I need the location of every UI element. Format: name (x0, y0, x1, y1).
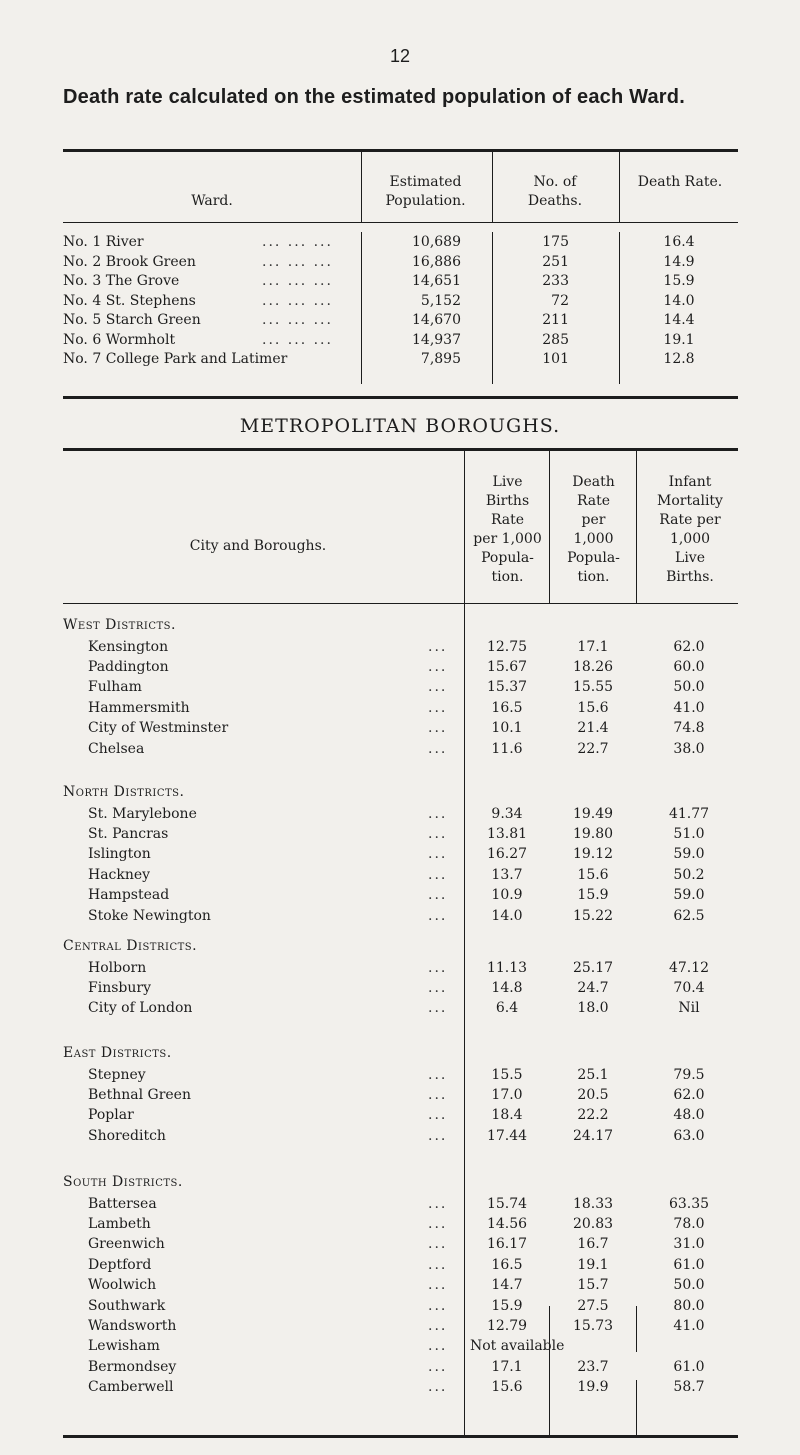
leader-dots: ... (428, 1000, 448, 1017)
death-rate: 19.80 (572, 825, 614, 842)
district-group-title: South Districts. (63, 1174, 183, 1190)
leader-dots: ... ... ... (262, 273, 333, 289)
borough-name: Holborn (88, 959, 147, 976)
infant-mortality-rate: 47.12 (668, 959, 710, 976)
ward-table-bottom-rule (63, 396, 738, 399)
infant-mortality-rate: 41.0 (673, 699, 705, 716)
live-births-rate: 10.9 (491, 887, 523, 904)
leader-dots: ... (428, 866, 448, 883)
leader-dots: ... (428, 1297, 448, 1314)
live-births-rate: 16.5 (491, 699, 523, 716)
live-births-rate: 11.6 (491, 740, 523, 757)
death-rate: 21.4 (577, 720, 609, 737)
ward-header-ward: Ward. (191, 193, 233, 209)
ward-name: No. 5 Starch Green (63, 312, 201, 328)
borough-name: Battersea (88, 1195, 157, 1212)
death-rate: 20.83 (572, 1215, 614, 1232)
borough-name: Kensington (88, 638, 169, 655)
infant-mortality-rate: 41.0 (673, 1317, 705, 1334)
header-line: Live (492, 474, 523, 490)
header-line: per 1,000 (473, 531, 542, 547)
header-line: Mortality (657, 493, 723, 509)
live-births-rate: 14.8 (491, 979, 523, 996)
death-rate: 15.9 (577, 887, 609, 904)
leader-dots: ... (428, 699, 448, 716)
borough-name: Paddington (88, 658, 169, 675)
death-rate: 15.55 (572, 679, 614, 696)
infant-mortality-rate: 48.0 (673, 1107, 705, 1124)
death-rate: 24.7 (577, 979, 609, 996)
death-rate: 19.9 (577, 1379, 609, 1396)
leader-dots: ... (428, 679, 448, 696)
borough-name: Shoreditch (88, 1127, 166, 1144)
live-births-rate: 15.5 (491, 1066, 523, 1083)
ward-rate: 16.4 (663, 234, 695, 250)
ward-name: No. 2 Brook Green (63, 253, 196, 270)
infant-mortality-rate: 50.2 (673, 866, 705, 883)
boroughs-table-bottom-rule (63, 1435, 738, 1438)
district-group-title: North Districts. (63, 784, 185, 800)
district-group-title: Central Districts. (63, 938, 198, 954)
live-births-rate: 14.0 (491, 907, 523, 924)
leader-dots: ... (428, 907, 448, 924)
live-births-rate: 16.27 (486, 846, 528, 863)
live-births-rate: 13.81 (486, 825, 528, 842)
ward-population: 14,651 (412, 273, 461, 289)
leader-dots: ... (428, 1379, 448, 1396)
boroughs-header-death-rate (551, 473, 636, 587)
leader-dots: ... (428, 805, 448, 822)
leader-dots: ... (428, 1086, 448, 1103)
leader-dots: ... (428, 1195, 448, 1212)
leader-dots: ... (428, 1236, 448, 1253)
ward-rate: 14.9 (663, 253, 695, 270)
ward-name: No. 4 St. Stephens (63, 292, 196, 309)
not-available-note: Not available (470, 1338, 565, 1355)
borough-name: Poplar (88, 1107, 134, 1124)
death-rate: 18.26 (572, 658, 614, 675)
ward-header-population: Estimated Population. (385, 174, 466, 209)
borough-name: Islington (88, 846, 151, 863)
ward-deaths: 101 (542, 351, 569, 367)
ward-table-top-rule (63, 149, 738, 152)
borough-name: Lambeth (88, 1215, 151, 1232)
infant-mortality-rate: 59.0 (673, 887, 705, 904)
ward-deaths: 233 (542, 273, 569, 289)
death-rate: 15.7 (577, 1277, 609, 1294)
death-rate: 25.1 (577, 1066, 609, 1083)
header-line: Births. (666, 569, 714, 585)
infant-mortality-rate: 70.4 (673, 979, 705, 996)
live-births-rate: 14.56 (486, 1215, 528, 1232)
borough-name: City of London (88, 1000, 193, 1017)
borough-name: St. Marylebone (88, 805, 197, 822)
infant-mortality-rate: 63.0 (673, 1127, 705, 1144)
header-line: Rate (490, 512, 525, 528)
leader-dots: ... ... ... (262, 331, 333, 348)
death-rate: 23.7 (577, 1358, 609, 1375)
header-line: per (581, 512, 606, 528)
live-births-rate: 17.1 (491, 1358, 523, 1375)
leader-dots: ... (428, 959, 448, 976)
ward-deaths: 251 (542, 253, 569, 270)
leader-dots: ... (428, 1127, 448, 1144)
ward-population: 5,152 (420, 292, 461, 309)
infant-mortality-rate: 38.0 (673, 740, 705, 757)
leader-dots: ... (428, 1317, 448, 1334)
death-rate: 16.7 (577, 1236, 609, 1253)
ward-deaths: 285 (542, 331, 569, 348)
borough-name: Woolwich (88, 1277, 157, 1294)
ward-name: No. 3 The Grove (63, 273, 180, 289)
death-rate: 20.5 (577, 1086, 609, 1103)
leader-dots: ... (428, 1215, 448, 1232)
infant-mortality-rate: 62.5 (673, 907, 705, 924)
borough-name: Bermondsey (88, 1358, 177, 1375)
leader-dots: ... (428, 825, 448, 842)
infant-mortality-rate: 78.0 (673, 1215, 705, 1232)
death-rate: 17.1 (577, 638, 609, 655)
live-births-rate: 17.0 (491, 1086, 523, 1103)
leader-dots: ... (428, 1107, 448, 1124)
death-rate: 15.73 (572, 1317, 614, 1334)
live-births-rate: 6.4 (495, 1000, 519, 1017)
borough-name: Fulham (88, 679, 142, 696)
header-line: Live (675, 550, 705, 566)
header-line: Rate (576, 493, 611, 509)
ward-name: No. 7 College Park and Latimer (63, 351, 288, 367)
death-rate: 18.33 (572, 1195, 614, 1212)
live-births-rate: 12.75 (486, 638, 528, 655)
infant-mortality-rate: Nil (678, 1000, 700, 1017)
header-line: tion. (577, 569, 610, 585)
infant-mortality-rate: 79.5 (673, 1066, 705, 1083)
live-births-rate: 15.37 (486, 679, 528, 696)
ward-population: 7,895 (420, 351, 461, 367)
ward-header-deaths: No. of Deaths. (527, 174, 583, 209)
infant-mortality-rate: 63.35 (668, 1195, 710, 1212)
borough-name: Hammersmith (88, 699, 190, 716)
ward-population: 14,937 (412, 331, 461, 348)
page-heading: Death rate calculated on the estimated population of each Ward. (63, 86, 685, 108)
leader-dots: ... (428, 887, 448, 904)
leader-dots: ... (428, 720, 448, 737)
ward-deaths: 175 (542, 234, 569, 250)
death-rate: 25.17 (572, 959, 614, 976)
header-line: 1,000 (573, 531, 614, 547)
leader-dots: ... (428, 638, 448, 655)
death-rate: 19.49 (572, 805, 614, 822)
leader-dots: ... (428, 658, 448, 675)
leader-dots: ... (428, 1277, 448, 1294)
ward-name: No. 6 Wormholt (63, 331, 176, 348)
infant-mortality-rate: 80.0 (673, 1297, 705, 1314)
ward-deaths: 72 (551, 292, 569, 309)
leader-dots: ... ... ... (262, 253, 333, 270)
header-line: Popula- (481, 550, 534, 566)
district-group-title: West Districts. (63, 617, 176, 633)
live-births-rate: 14.7 (491, 1277, 523, 1294)
header-line: tion. (491, 569, 524, 585)
live-births-rate: 15.74 (486, 1195, 528, 1212)
infant-mortality-rate: 74.8 (673, 720, 705, 737)
live-births-rate: 9.34 (491, 805, 523, 822)
death-rate: 19.1 (577, 1256, 609, 1273)
death-rate: 18.0 (577, 1000, 609, 1017)
infant-mortality-rate: 61.0 (673, 1256, 705, 1273)
live-births-rate: 17.44 (486, 1127, 528, 1144)
infant-mortality-rate: 50.0 (673, 1277, 705, 1294)
ward-rate: 14.4 (663, 312, 695, 328)
boroughs-col-divider-3 (636, 451, 637, 603)
header-line: Births (485, 493, 530, 509)
ward-rate: 15.9 (663, 273, 695, 289)
live-births-rate: 12.79 (486, 1317, 528, 1334)
ward-col-divider-2 (492, 152, 493, 222)
borough-name: Deptford (88, 1256, 152, 1273)
ward-rate: 19.1 (663, 331, 695, 348)
death-rate: 22.7 (577, 740, 609, 757)
death-rate: 22.2 (577, 1107, 609, 1124)
leader-dots: ... ... ... (262, 292, 333, 309)
leader-dots: ... ... ... (262, 312, 333, 328)
death-rate: 24.17 (572, 1127, 614, 1144)
ward-population: 14,670 (412, 312, 461, 328)
infant-mortality-rate: 31.0 (673, 1236, 705, 1253)
ward-name: No. 1 River (63, 234, 144, 250)
ward-rate: 14.0 (663, 292, 695, 309)
death-rate: 15.6 (577, 699, 609, 716)
leader-dots: ... (428, 1066, 448, 1083)
infant-mortality-rate: 59.0 (673, 846, 705, 863)
boroughs-header-city: City and Boroughs. (189, 538, 327, 554)
infant-mortality-rate: 41.77 (668, 805, 710, 822)
death-rate: 15.22 (572, 907, 614, 924)
infant-mortality-rate: 51.0 (673, 825, 705, 842)
live-births-rate: 15.9 (491, 1297, 523, 1314)
live-births-rate: 15.6 (491, 1379, 523, 1396)
leader-dots: ... (428, 1358, 448, 1375)
death-rate: 19.12 (572, 846, 614, 863)
leader-dots: ... (428, 846, 448, 863)
live-births-rate: 16.5 (491, 1256, 523, 1273)
leader-dots: ... (428, 1256, 448, 1273)
boroughs-col-divider-2 (549, 451, 550, 603)
district-group-title: East Districts. (63, 1045, 172, 1061)
borough-name: Southwark (88, 1297, 166, 1314)
header-line: Popula- (567, 550, 620, 566)
borough-name: St. Pancras (88, 825, 169, 842)
infant-mortality-rate: 58.7 (673, 1379, 705, 1396)
infant-mortality-rate: 62.0 (673, 638, 705, 655)
live-births-rate: 11.13 (486, 959, 528, 976)
borough-name: Chelsea (88, 740, 145, 757)
live-births-rate: 15.67 (486, 658, 528, 675)
borough-name: Greenwich (88, 1236, 165, 1253)
borough-name: City of Westminster (88, 720, 229, 737)
ward-population: 16,886 (412, 253, 461, 270)
ward-header-rule (63, 222, 738, 223)
infant-mortality-rate: 50.0 (673, 679, 705, 696)
leader-dots: ... (428, 1338, 448, 1355)
boroughs-header-births (466, 473, 549, 587)
ward-col-divider-3 (619, 152, 620, 222)
borough-name: Hackney (88, 866, 151, 883)
borough-name: Stoke Newington (88, 907, 211, 924)
borough-name: Camberwell (88, 1379, 174, 1396)
borough-name: Bethnal Green (88, 1086, 191, 1103)
ward-population: 10,689 (412, 234, 461, 250)
ward-header-rate: Death Rate. (637, 174, 723, 190)
death-rate: 15.6 (577, 866, 609, 883)
boroughs-header-rule (63, 603, 738, 604)
boroughs-header-infant-mortality (638, 473, 742, 587)
ward-rate: 12.8 (663, 351, 695, 367)
infant-mortality-rate: 60.0 (673, 658, 705, 675)
header-line: Infant (668, 474, 712, 490)
leader-dots: ... (428, 740, 448, 757)
live-births-rate: 13.7 (491, 866, 523, 883)
borough-name: Stepney (88, 1066, 146, 1083)
page-number: 12 (389, 46, 411, 66)
boroughs-title: METROPOLITAN BOROUGHS. (239, 415, 561, 437)
borough-name: Lewisham (88, 1338, 160, 1355)
borough-name: Wandsworth (88, 1317, 177, 1334)
leader-dots: ... ... ... (262, 234, 333, 250)
header-line: 1,000 (669, 531, 711, 547)
live-births-rate: 16.17 (486, 1236, 528, 1253)
death-rate: 27.5 (577, 1297, 609, 1314)
live-births-rate: 10.1 (491, 720, 523, 737)
ward-col-divider-1 (361, 152, 362, 222)
header-line: Death (572, 474, 615, 490)
live-births-rate: 18.4 (491, 1107, 523, 1124)
header-line: Rate per (659, 512, 721, 528)
borough-name: Finsbury (88, 979, 151, 996)
leader-dots: ... (428, 979, 448, 996)
infant-mortality-rate: 61.0 (673, 1358, 705, 1375)
ward-deaths: 211 (542, 312, 569, 328)
borough-name: Hampstead (88, 887, 170, 904)
infant-mortality-rate: 62.0 (673, 1086, 705, 1103)
